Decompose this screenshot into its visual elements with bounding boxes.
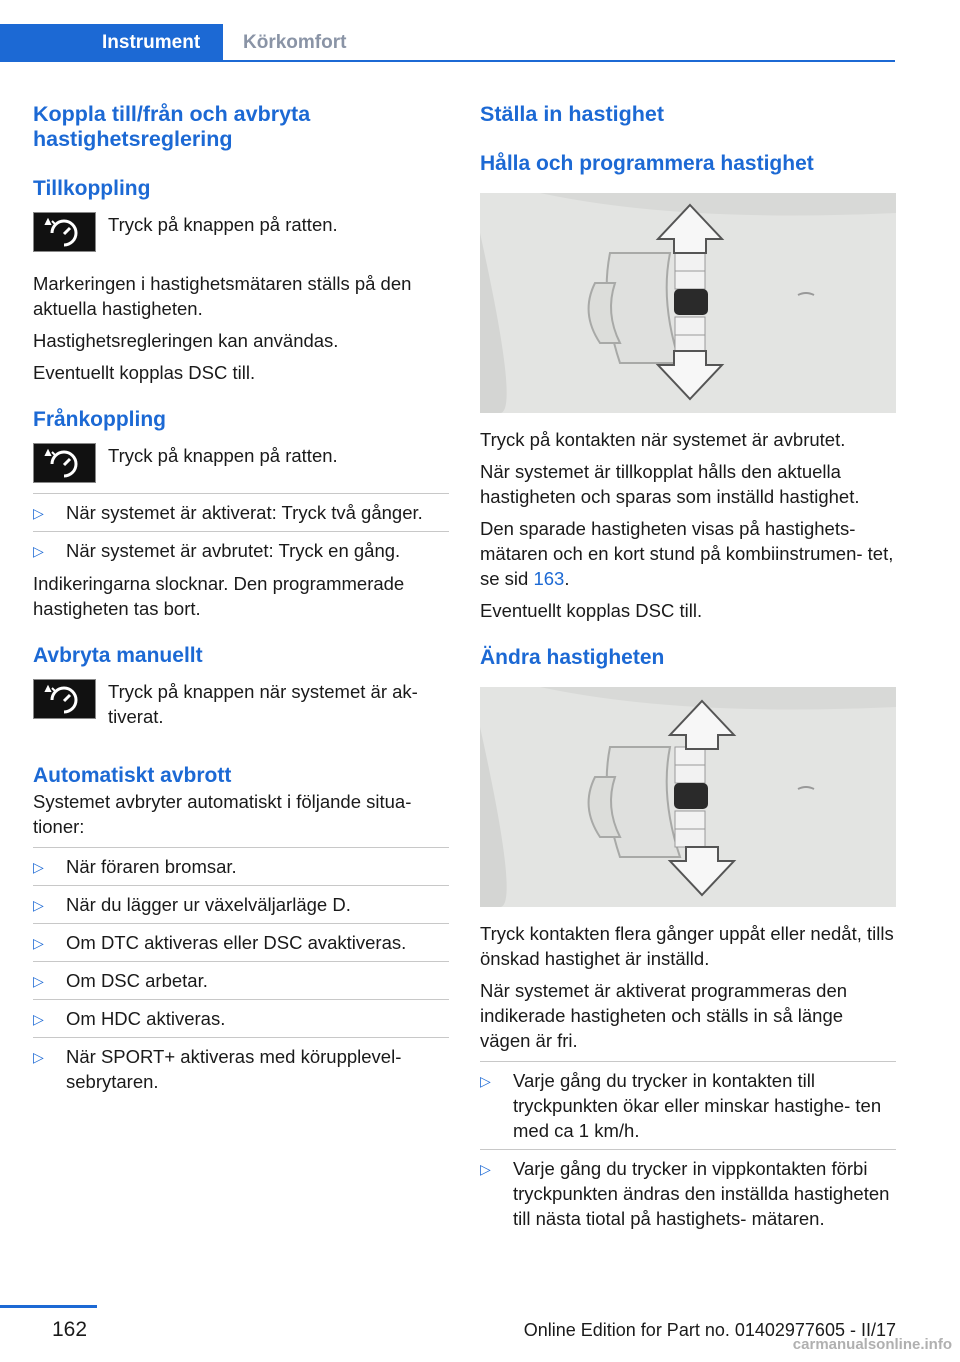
bullet-list — [33, 854, 449, 879]
triangle-bullet-icon: ▷ — [33, 859, 44, 875]
triangle-bullet-icon: ▷ — [480, 1073, 491, 1089]
page-reference-link[interactable]: 163 — [533, 568, 565, 589]
paragraph: Markeringen i hastighetsmätaren ställs på den aktuella hastigheten. — [33, 273, 412, 319]
tab-korkomfort[interactable]: Körkomfort — [243, 32, 347, 53]
paragraph: Systemet avbryter automatiskt i följande situa- tioner: — [33, 791, 412, 837]
paragraph: När systemet är aktiverat programmeras den indikerade hastigheten och ställs in så länge vägen är fri. — [480, 980, 848, 1051]
steering-wheel-illustration — [480, 687, 896, 907]
steering-wheel-illustration — [480, 193, 896, 413]
bullet-list — [33, 500, 449, 525]
heading-andra-hastigheten: Ändra hastigheten — [480, 646, 665, 669]
triangle-bullet-icon: ▷ — [33, 897, 44, 913]
cruise-control-button-icon — [33, 212, 96, 252]
button-instruction-text: Tryck på knappen när systemet är ak- tiverat. — [108, 681, 418, 727]
button-instruction — [33, 212, 449, 252]
left-column — [33, 102, 449, 1094]
triangle-bullet-icon: ▷ — [33, 505, 44, 521]
bullet-list — [33, 892, 449, 917]
section-title: Koppla till/från och avbryta hastighetsreglering — [33, 102, 311, 151]
section-title: Ställa in hastighet — [480, 102, 664, 126]
triangle-bullet-icon: ▷ — [33, 973, 44, 989]
divider — [33, 531, 449, 532]
list-item: ▷ När SPORT+ aktiveras med körupplevel- sebrytaren. — [33, 1046, 402, 1092]
paragraph: Tryck på kontakten när systemet är avbrutet. — [480, 429, 846, 450]
list-item: ▷ Varje gång du trycker in vippkontakten förbi tryckpunkten ändras den inställda hastigheten till nästa tiotal på hastighets- mätaren. — [480, 1158, 890, 1229]
heading-halla-programmera: Hålla och programmera hastighet — [480, 152, 814, 175]
divider — [33, 1037, 449, 1038]
heading-avbryta-manuellt: Avbryta manuellt — [33, 644, 203, 667]
divider — [33, 847, 449, 848]
cruise-control-button-icon — [33, 443, 96, 483]
list-item: ▷ När du lägger ur växelväljarläge D. — [33, 892, 449, 917]
bullet-list — [33, 968, 449, 993]
paragraph: Indikeringarna slocknar. Den programmerade hastigheten tas bort. — [33, 573, 405, 619]
divider — [480, 1149, 896, 1150]
list-item: ▷ När systemet är avbrutet: Tryck en gång. — [33, 538, 449, 563]
bullet-list — [480, 1156, 896, 1231]
list-item: ▷ Varje gång du trycker in kontakten till tryckpunkten ökar eller minskar hastighe- ten med ca 1 km/h. — [480, 1070, 882, 1141]
page-number: 162 — [52, 1318, 88, 1341]
bullet-list — [480, 1068, 896, 1143]
triangle-bullet-icon: ▷ — [33, 935, 44, 951]
list-item: ▷ När föraren bromsar. — [33, 854, 449, 879]
paragraph: Hastighetsregleringen kan användas. — [33, 330, 339, 351]
divider — [33, 493, 449, 494]
divider — [33, 885, 449, 886]
paragraph: Eventuellt kopplas DSC till. — [33, 362, 256, 383]
button-instruction-text: Tryck på knappen på ratten. — [108, 445, 338, 466]
triangle-bullet-icon: ▷ — [33, 1011, 44, 1027]
divider — [33, 923, 449, 924]
heading-automatiskt-avbrott: Automatiskt avbrott — [33, 764, 232, 787]
bullet-list — [33, 930, 449, 955]
bullet-list — [33, 538, 449, 563]
header-tabs — [0, 0, 960, 62]
cruise-control-button-icon — [33, 679, 96, 719]
divider — [33, 999, 449, 1000]
footer-line — [0, 1305, 97, 1308]
heading-frankoppling: Frånkoppling — [33, 408, 166, 431]
right-column — [480, 102, 896, 1231]
triangle-bullet-icon: ▷ — [480, 1161, 491, 1177]
divider — [480, 1061, 896, 1062]
button-instruction — [33, 443, 449, 483]
watermark: carmanualsonline.info — [792, 1336, 952, 1353]
button-instruction-text: Tryck på knappen på ratten. — [108, 214, 338, 235]
list-item: ▷ När systemet är aktiverat: Tryck två gånger. — [33, 500, 449, 525]
paragraph: Den sparade hastigheten visas på hastighets- mätaren och en kort stund på kombiinstrumen- tet, se sid 163. — [480, 518, 894, 589]
tab-instrument[interactable]: Instrument — [0, 24, 223, 62]
heading-tillkoppling: Tillkoppling — [33, 177, 151, 200]
paragraph: Eventuellt kopplas DSC till. — [480, 600, 703, 621]
bullet-list — [33, 1006, 449, 1031]
list-item: ▷ Om DTC aktiveras eller DSC avaktiveras. — [33, 930, 449, 955]
list-item: ▷ Om DSC arbetar. — [33, 968, 449, 993]
divider — [33, 961, 449, 962]
triangle-bullet-icon: ▷ — [33, 1049, 44, 1065]
triangle-bullet-icon: ▷ — [33, 543, 44, 559]
list-item: ▷ Om HDC aktiveras. — [33, 1006, 449, 1031]
button-instruction — [33, 679, 449, 729]
paragraph: Tryck kontakten flera gånger uppåt eller nedåt, tills önskad hastighet är inställd. — [480, 923, 894, 969]
edition-text: Online Edition for Part no. 01402977605 - II/17 — [523, 1320, 896, 1340]
paragraph: När systemet är tillkopplat hålls den aktuella hastigheten och sparas som inställd hastighet. — [480, 461, 860, 507]
tab-underline — [223, 60, 895, 62]
bullet-list — [33, 1044, 449, 1094]
